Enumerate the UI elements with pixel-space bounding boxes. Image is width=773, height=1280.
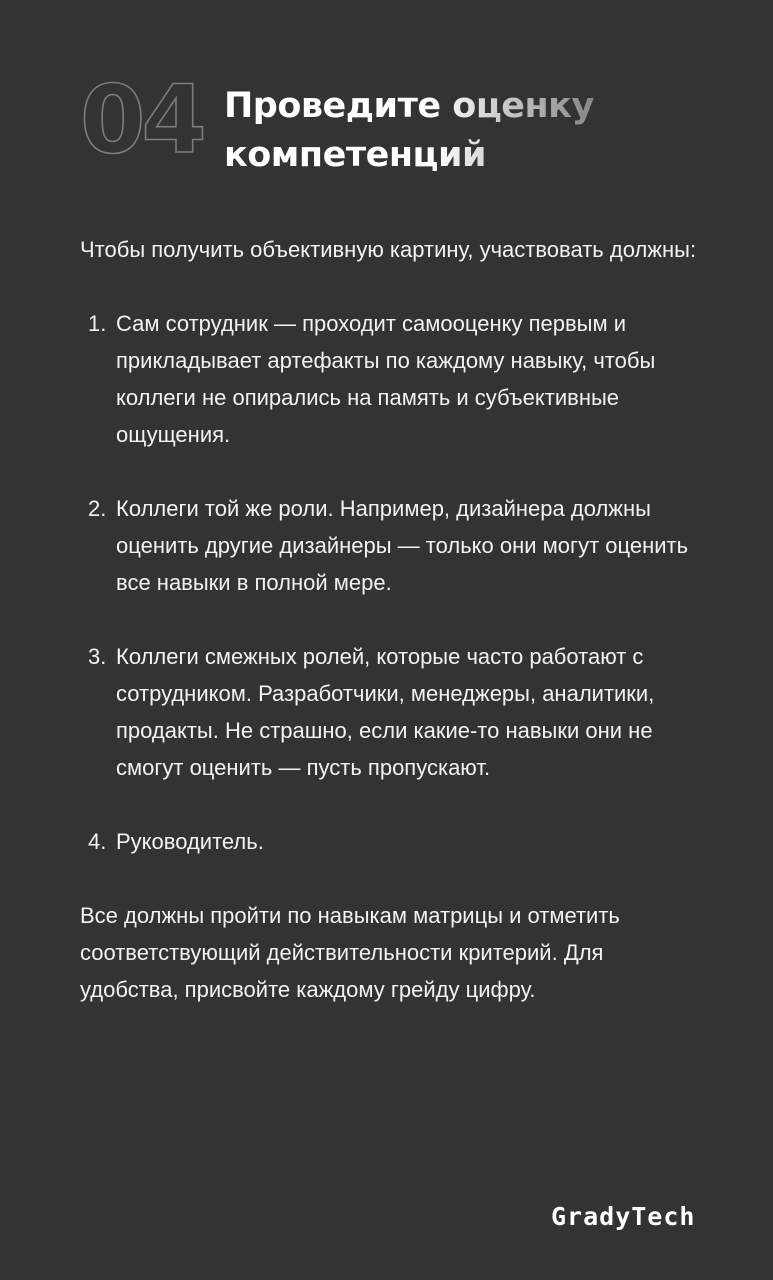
list-item-text: Коллеги той же роли. Например, дизайнера должны оценить другие дизайнеры — только они могут оценить все навыки в полной мере.: [116, 496, 689, 595]
main-content: [80, 231, 700, 1008]
list-item: [80, 823, 700, 860]
list-item-text: Руководитель.: [116, 829, 264, 854]
list-item-number: 2.: [88, 496, 107, 521]
list-item: [80, 490, 700, 601]
intro-paragraph: Чтобы получить объективную картину, участвовать должны:: [80, 237, 697, 262]
page-title: [224, 82, 744, 180]
title-line-2: компетенций: [224, 135, 487, 175]
list-item: [80, 305, 700, 453]
list-item-text: Коллеги смежных ролей, которые часто работают с сотрудником. Разработчики, менеджеры, аналитики, продакты. Не страшно, если какие-то навыки они не смогут оценить — пусть пропускают.: [116, 644, 655, 780]
list-item: [80, 638, 700, 786]
outro-paragraph: Все должны пройти по навыкам матрицы и отметить соответствующий действительности критерий. Для удобства, присвойте каждому грейду цифру.: [80, 903, 620, 1002]
list-item-number: 1.: [88, 311, 107, 336]
list-item-number: 4.: [88, 829, 107, 854]
title-line-1: Проведите оценку: [224, 86, 594, 126]
step-number: 04: [80, 66, 203, 175]
list-item-number: 3.: [88, 644, 107, 669]
list-item-text: Сам сотрудник — проходит самооценку первым и прикладывает артефакты по каждому навыку, чтобы коллеги не опирались на память и субъективные ощущения.: [116, 311, 656, 447]
participants-list: [80, 305, 700, 860]
gradytech-logo: GradyTech: [551, 1202, 696, 1231]
